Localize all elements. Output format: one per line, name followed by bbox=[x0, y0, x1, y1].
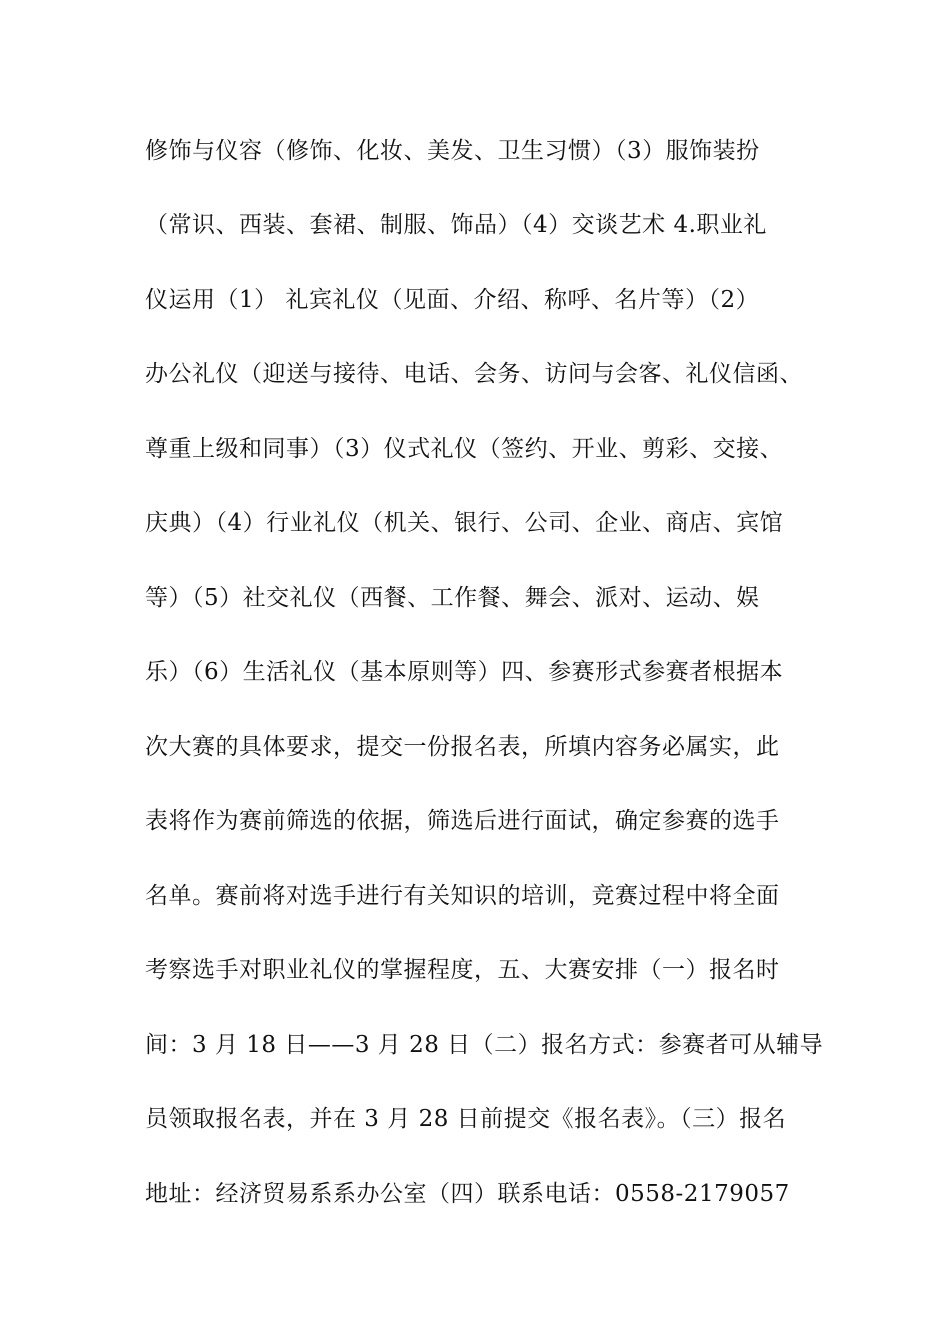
text-line: 名单。赛前将对选手进行有关知识的培训，竞赛过程中将全面 bbox=[145, 883, 780, 909]
text-line: 尊重上级和同事）（3）仪式礼仪（签约、开业、剪彩、交接、 bbox=[145, 436, 784, 462]
text-line: 表将作为赛前筛选的依据，筛选后进行面试，确定参赛的选手 bbox=[145, 808, 780, 834]
text-line: 地址：经济贸易系系办公室（四）联系电话：0558-2179057 bbox=[145, 1181, 790, 1207]
text-line: 乐）（6）生活礼仪（基本原则等）四、参赛形式参赛者根据本 bbox=[145, 659, 784, 685]
text-line: 庆典）（4）行业礼仪（机关、银行、公司、企业、商店、宾馆 bbox=[145, 510, 784, 536]
text-line: 间：3 月 18 日——3 月 28 日（二）报名方式：参赛者可从辅导 bbox=[145, 1032, 824, 1058]
text-line: （常识、西装、套裙、制服、饰品）（4）交谈艺术 4.职业礼 bbox=[145, 212, 767, 238]
text-line: 次大赛的具体要求，提交一份报名表，所填内容务必属实，此 bbox=[145, 734, 780, 760]
text-line: 修饰与仪容（修饰、化妆、美发、卫生习惯）（3）服饰装扮 bbox=[145, 138, 760, 164]
text-line: 办公礼仪（迎送与接待、电话、会务、访问与会客、礼仪信函、 bbox=[145, 361, 803, 387]
text-line: 等）（5）社交礼仪（西餐、工作餐、舞会、派对、运动、娱 bbox=[145, 585, 760, 611]
text-line: 员领取报名表，并在 3 月 28 日前提交《报名表》。（三）报名 bbox=[145, 1106, 787, 1132]
text-line: 仪运用（1） 礼宾礼仪（见面、介绍、称呼、名片等）（2） bbox=[145, 287, 760, 313]
text-line: 考察选手对职业礼仪的掌握程度，五、大赛安排（一）报名时 bbox=[145, 957, 780, 983]
